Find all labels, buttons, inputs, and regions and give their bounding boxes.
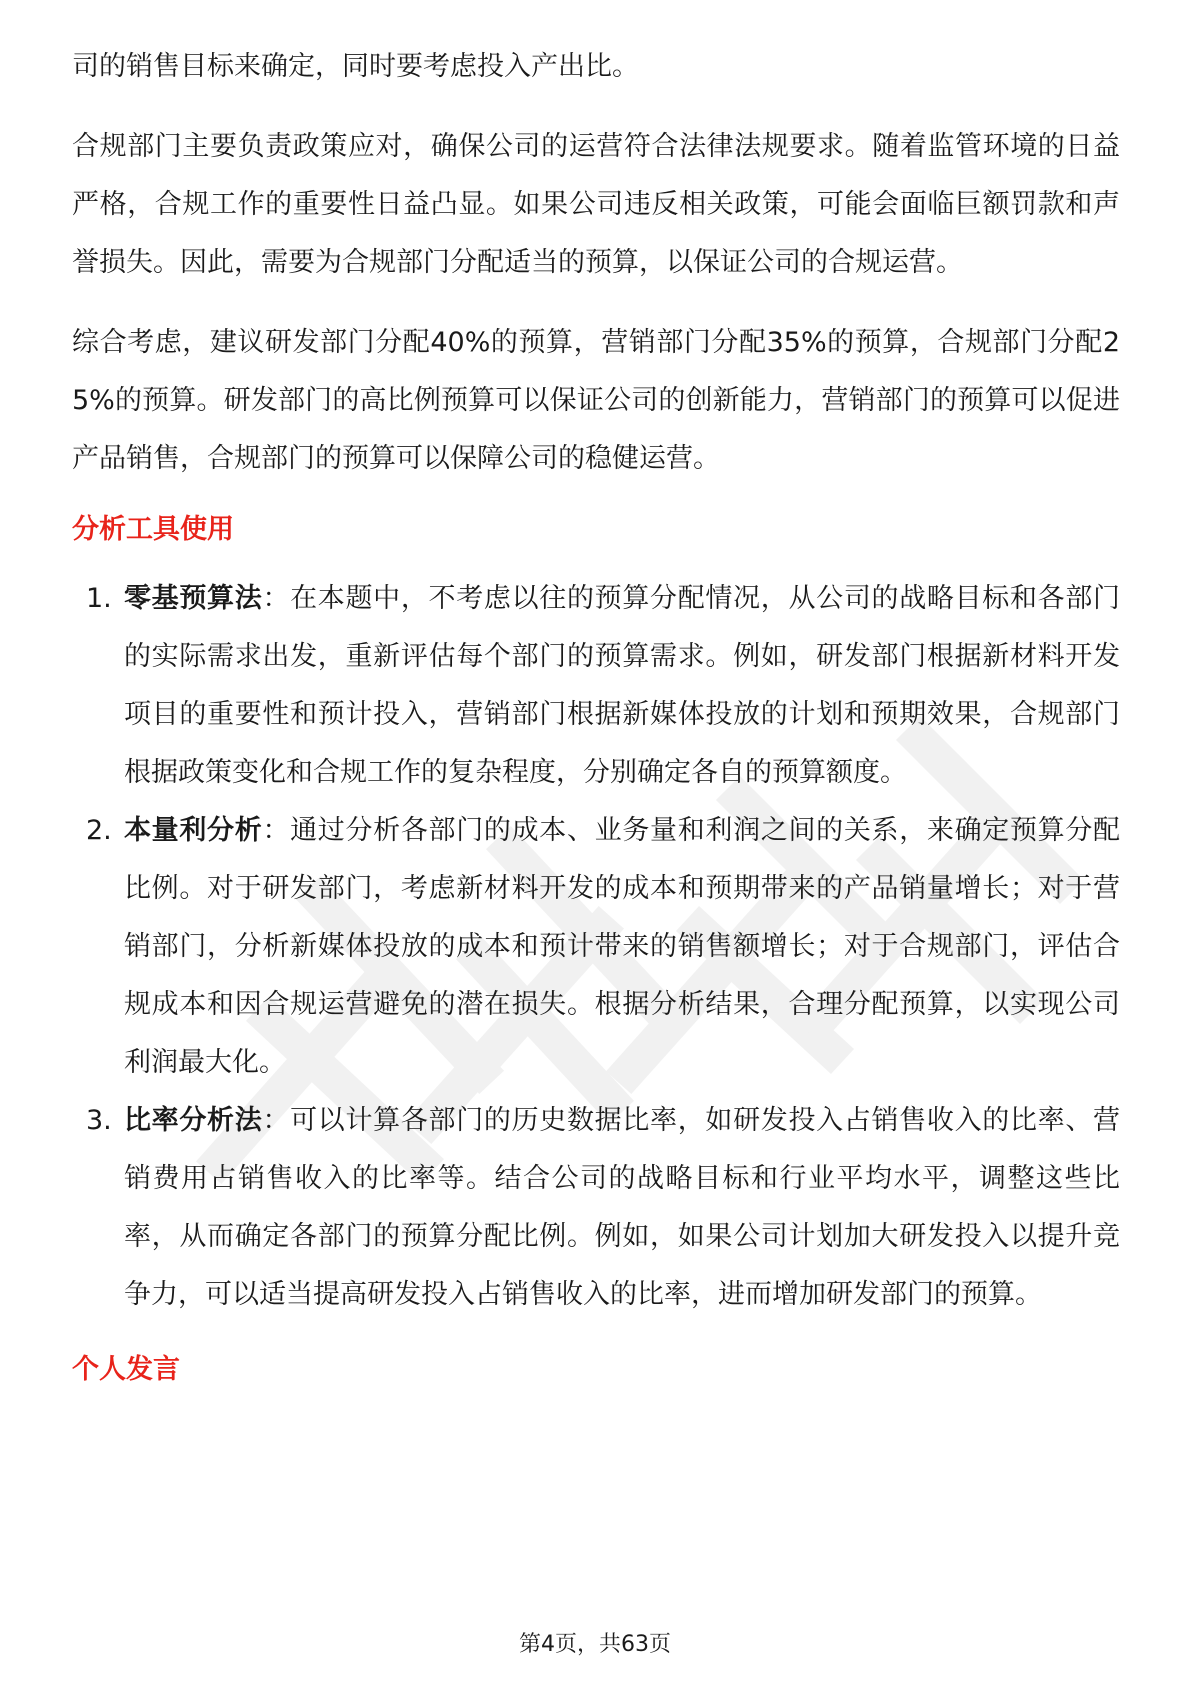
page-footer: 第4页，共63页	[519, 1632, 671, 1657]
list-item-title: 比率分析法	[124, 1105, 263, 1136]
paragraph-summary: 综合考虑，建议研发部门分配40%的预算，营销部门分配35%的预算，合规部门分配25%的预算。研发部门的高比例预算可以保证公司的创新能力，营销部门的预算可以促进产品销售，合规部门的预算可以保障公司的稳健运营。	[72, 327, 1120, 474]
tools-list	[72, 570, 1120, 1324]
list-item-title: 本量利分析	[124, 815, 263, 846]
paragraph-continued: 司的销售目标来确定，同时要考虑投入产出比。	[72, 51, 639, 82]
list-item-cvp-analysis	[72, 802, 1120, 1092]
paragraph-compliance: 合规部门主要负责政策应对，确保公司的运营符合法律法规要求。随着监管环境的日益严格，合规工作的重要性日益凸显。如果公司违反相关政策，可能会面临巨额罚款和声誉损失。因此，需要为合规部门分配适当的预算，以保证公司的合规运营。	[72, 131, 1120, 278]
list-item-separator: ：	[262, 1105, 291, 1136]
list-item-body: 通过分析各部门的成本、业务量和利润之间的关系，来确定预算分配比例。对于研发部门，考虑新材料开发的成本和预期带来的产品销量增长；对于营销部门，分析新媒体投放的成本和预计带来的销售额增长；对于合规部门，评估合规成本和因合规运营避免的潜在损失。根据分析结果，合理分配预算，以实现公司利润最大化。	[124, 815, 1121, 1078]
section-heading-tools: 分析工具使用	[72, 514, 234, 545]
list-item-zero-based-budgeting	[72, 570, 1120, 802]
list-item-title: 零基预算法	[124, 583, 263, 614]
list-item-number: 1.	[86, 583, 112, 614]
list-item-number: 2.	[86, 815, 112, 846]
list-item-separator: ：	[262, 583, 291, 614]
list-item-body: 在本题中，不考虑以往的预算分配情况，从公司的战略目标和各部门的实际需求出发，重新评估每个部门的预算需求。例如，研发部门根据新材料开发项目的重要性和预计投入，营销部门根据新媒体投放的计划和预期效果，合规部门根据政策变化和合规工作的复杂程度，分别确定各自的预算额度。	[124, 583, 1121, 788]
list-item-number: 3.	[86, 1105, 112, 1136]
list-item-body: 可以计算各部门的历史数据比率，如研发投入占销售收入的比率、营销费用占销售收入的比率等。结合公司的战略目标和行业平均水平，调整这些比率，从而确定各部门的预算分配比例。例如，如果公司计划加大研发投入以提升竞争力，可以适当提高研发投入占销售收入的比率，进而增加研发部门的预算。	[124, 1105, 1121, 1310]
list-item-separator: ：	[262, 815, 291, 846]
list-item-ratio-analysis	[72, 1092, 1120, 1324]
page-content	[72, 38, 1120, 1410]
section-heading-personal: 个人发言	[72, 1354, 180, 1385]
